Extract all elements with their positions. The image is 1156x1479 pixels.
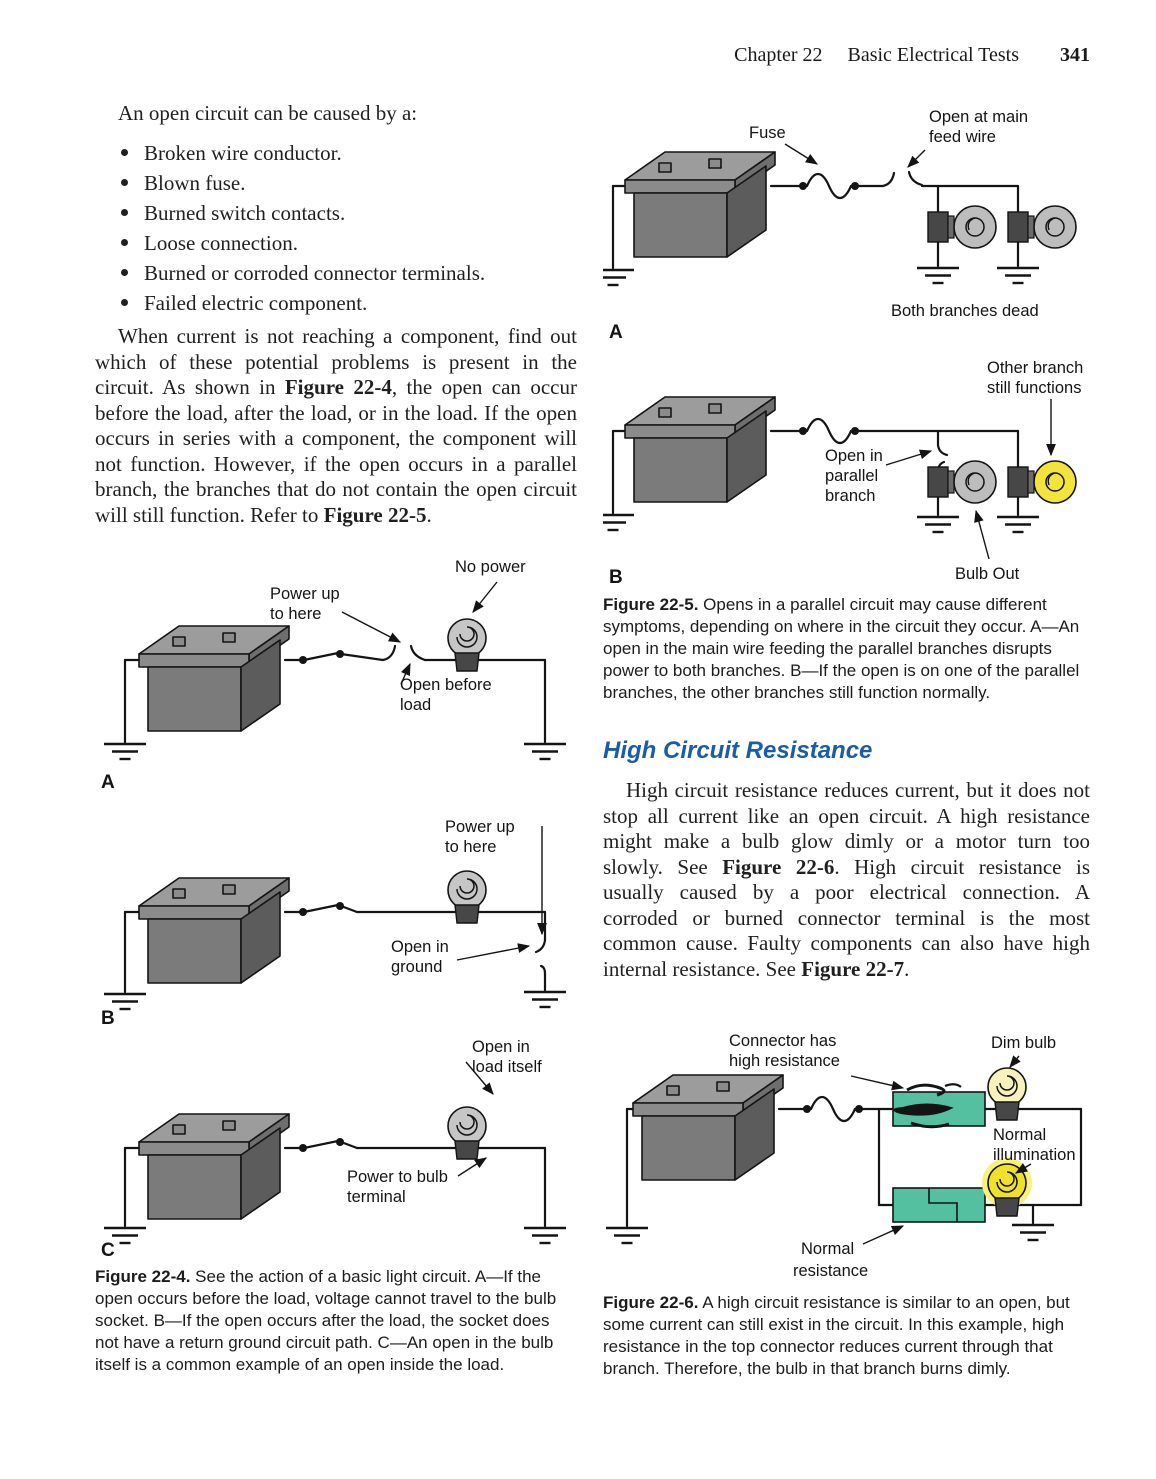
arrow-icon xyxy=(851,1076,903,1088)
ground-icon xyxy=(917,517,959,532)
label-open-in-ground: ground xyxy=(391,958,443,976)
label-connector-high: Connector has xyxy=(729,1032,837,1050)
bulb-icon xyxy=(1008,206,1076,248)
label-bulb-out: Bulb Out xyxy=(955,565,1020,583)
label-connector-high: high resistance xyxy=(729,1052,840,1070)
bullet-item xyxy=(95,228,577,258)
label-power-up: Power up xyxy=(270,585,340,603)
bullet-text: Broken wire conductor. xyxy=(144,141,342,165)
arrow-icon xyxy=(458,1158,486,1176)
switch-icon xyxy=(299,656,307,664)
fig4-caption: Figure 22-4. See the action of a basic light circuit. A—If the open occurs before the load, voltage cannot travel to the bulb socket. B—If the open occurs after the load, the socket does not have a return ground circuit path. C—An open in the bulb itself is a common example of an open inside the load. xyxy=(95,1267,557,1374)
figure-22-4 xyxy=(95,542,577,1376)
fuse-icon xyxy=(811,1097,855,1121)
fuse-terminal xyxy=(855,1105,863,1113)
switch-icon xyxy=(336,1138,344,1146)
bullet-text: Burned switch contacts. xyxy=(144,201,346,225)
fig5-caption: Figure 22-5. Opens in a parallel circuit may cause different symptoms, depending on where in the circuit they occur. A—An open in the main wire feeding the parallel branches disrupts power to both branches. B—If the open is on one of the parallel branches, the other branches still function normally. xyxy=(603,595,1080,702)
label-open-parallel: Open in xyxy=(825,447,883,465)
battery-icon xyxy=(633,1075,783,1180)
fuse-terminal xyxy=(803,1105,811,1113)
label-normal-resistance: resistance xyxy=(793,1262,869,1280)
fuse-terminal xyxy=(799,427,807,435)
switch-icon xyxy=(336,902,344,910)
fig5-panel-b-diagram xyxy=(603,345,1090,588)
bullet-dot-icon xyxy=(121,209,128,216)
panel-letter: B xyxy=(101,1008,115,1029)
fuse-terminal xyxy=(799,182,807,190)
label-power-to-bulb: Power to bulb xyxy=(347,1168,448,1186)
bullet-text: Loose connection. xyxy=(144,231,298,255)
left-column xyxy=(95,100,577,1376)
ground-icon xyxy=(104,994,146,1009)
battery-icon xyxy=(625,397,775,502)
panel-letter: A xyxy=(101,772,115,793)
arrow-icon xyxy=(886,451,931,465)
label-dim-bulb: Dim bulb xyxy=(991,1034,1057,1052)
ground-icon xyxy=(917,268,959,283)
ground-icon xyxy=(603,270,634,285)
page-number: 341 xyxy=(1060,44,1090,66)
arrow-icon xyxy=(863,1226,903,1244)
ground-icon xyxy=(603,515,634,530)
label-no-power: No power xyxy=(455,558,526,576)
battery-icon xyxy=(139,1114,289,1219)
fig6-diagram xyxy=(603,1020,1090,1288)
ground-icon xyxy=(997,268,1039,283)
ground-icon xyxy=(524,1228,566,1243)
arrow-icon xyxy=(457,946,529,960)
bulb-icon xyxy=(448,1107,486,1159)
battery-icon xyxy=(139,878,289,983)
label-open-before-load: Open before xyxy=(400,676,492,694)
label-fuse: Fuse xyxy=(749,124,786,142)
label-open-in-load: Open in xyxy=(472,1038,530,1056)
bullet-item xyxy=(95,168,577,198)
panel-letter: A xyxy=(609,322,623,343)
label-open-in-ground: Open in xyxy=(391,938,449,956)
bullet-dot-icon xyxy=(121,179,128,186)
switch-icon xyxy=(299,1144,307,1152)
label-power-up: to here xyxy=(270,605,322,623)
arrow-icon xyxy=(342,612,400,642)
bullet-item xyxy=(95,138,577,168)
bullet-dot-icon xyxy=(121,239,128,246)
dim-bulb-icon xyxy=(988,1068,1026,1120)
ground-icon xyxy=(606,1228,648,1243)
arrow-icon xyxy=(908,150,925,167)
ground-icon xyxy=(1012,1225,1054,1240)
label-other-branch: Other branch xyxy=(987,359,1084,377)
fig4-panel-a-diagram xyxy=(95,542,577,794)
fuse-icon xyxy=(807,174,851,198)
fuse-terminal xyxy=(851,182,859,190)
page-header xyxy=(0,44,1090,67)
bullet-item xyxy=(95,258,577,288)
figure-22-5 xyxy=(603,100,1090,704)
bullet-dot-icon xyxy=(121,299,128,306)
arrow-icon xyxy=(1010,1056,1019,1067)
bullet-item xyxy=(95,198,577,228)
bulb-icon xyxy=(448,871,486,923)
label-power-up: to here xyxy=(445,838,497,856)
ground-icon xyxy=(997,517,1039,532)
fig4-panel-c-diagram xyxy=(95,1030,577,1262)
label-open-parallel: parallel xyxy=(825,467,879,485)
paragraph-open-circuit: When current is not reaching a component, find out which of these potential problems is present in the circuit. As shown in Figure 22-4, the open can occur before the load, after the load, or in the load. If the open occurs in series with a component, the component will not function. However, if the open occurs in a parallel branch, the branches that do not contain the open circuit will still function. Refer to Figure 22-5. xyxy=(95,324,577,527)
fig6-caption: Figure 22-6. A high circuit resistance is similar to an open, but some current can still exist in the circuit. In this example, high resistance in the top connector reduces current through that branch. Therefore, the bulb in that branch burns dimly. xyxy=(603,1293,1070,1378)
arrow-icon xyxy=(976,511,989,559)
bright-bulb-icon xyxy=(988,1164,1026,1216)
ground-icon xyxy=(524,992,566,1007)
label-power-up: Power up xyxy=(445,818,515,836)
connector-normal xyxy=(893,1188,985,1222)
fuse-terminal xyxy=(851,427,859,435)
fuse-icon xyxy=(807,419,851,443)
bulb-out-icon xyxy=(928,461,996,503)
label-normal-resistance: Normal xyxy=(801,1240,855,1258)
chapter-number: Chapter 22 xyxy=(734,44,823,66)
intro-line: An open circuit can be caused by a: xyxy=(118,101,418,125)
arrow-icon xyxy=(785,144,817,164)
bullet-item xyxy=(95,288,577,318)
right-column xyxy=(603,100,1090,1380)
battery-icon xyxy=(139,626,289,731)
paragraph-high-resistance: High circuit resistance reduces current, but it does not stop all current like an open circuit. A high resistance might make a bulb glow dimly or a motor turn too slowly. See Figure 22-6. High circuit resistance is usually caused by a poor electrical connection. A corroded or burned connector terminal is the most common cause. Faulty components can also have high internal resistance. See Figure 22-7. xyxy=(603,778,1091,981)
bullet-dot-icon xyxy=(121,149,128,156)
ground-icon xyxy=(104,744,146,759)
bullet-dot-icon xyxy=(121,269,128,276)
label-open-before-load: load xyxy=(400,696,432,714)
figure-22-6 xyxy=(603,1020,1090,1380)
fig5-panel-a-diagram xyxy=(603,100,1090,343)
fig4-panel-b-diagram xyxy=(95,794,577,1030)
label-open-at-main: Open at main xyxy=(929,108,1029,126)
panel-letter: B xyxy=(609,567,623,588)
panel-letter: C xyxy=(101,1240,115,1261)
bullet-text: Blown fuse. xyxy=(144,171,246,195)
bulb-lit-icon xyxy=(1008,461,1076,503)
bullet-text: Failed electric component. xyxy=(144,291,368,315)
bullet-list xyxy=(95,138,577,318)
label-open-at-main: feed wire xyxy=(929,128,996,146)
label-both-branches-dead: Both branches dead xyxy=(891,302,1039,320)
arrow-icon xyxy=(473,582,497,612)
label-open-in-load: load itself xyxy=(472,1058,542,1076)
label-power-to-bulb: terminal xyxy=(347,1188,406,1206)
label-other-branch: still functions xyxy=(987,379,1082,397)
battery-icon xyxy=(625,152,775,257)
bulb-icon xyxy=(928,206,996,248)
switch-icon xyxy=(336,650,344,658)
bullet-text: Burned or corroded connector terminals. xyxy=(144,261,486,285)
chapter-title: Basic Electrical Tests xyxy=(847,44,1019,66)
label-open-parallel: branch xyxy=(825,487,876,505)
switch-icon xyxy=(299,908,307,916)
label-normal-illumination: Normal xyxy=(993,1126,1047,1144)
bulb-icon xyxy=(448,619,486,671)
section-heading-high-circuit-resistance: High Circuit Resistance xyxy=(603,737,873,764)
label-normal-illumination: illumination xyxy=(993,1146,1076,1164)
ground-icon xyxy=(524,744,566,759)
